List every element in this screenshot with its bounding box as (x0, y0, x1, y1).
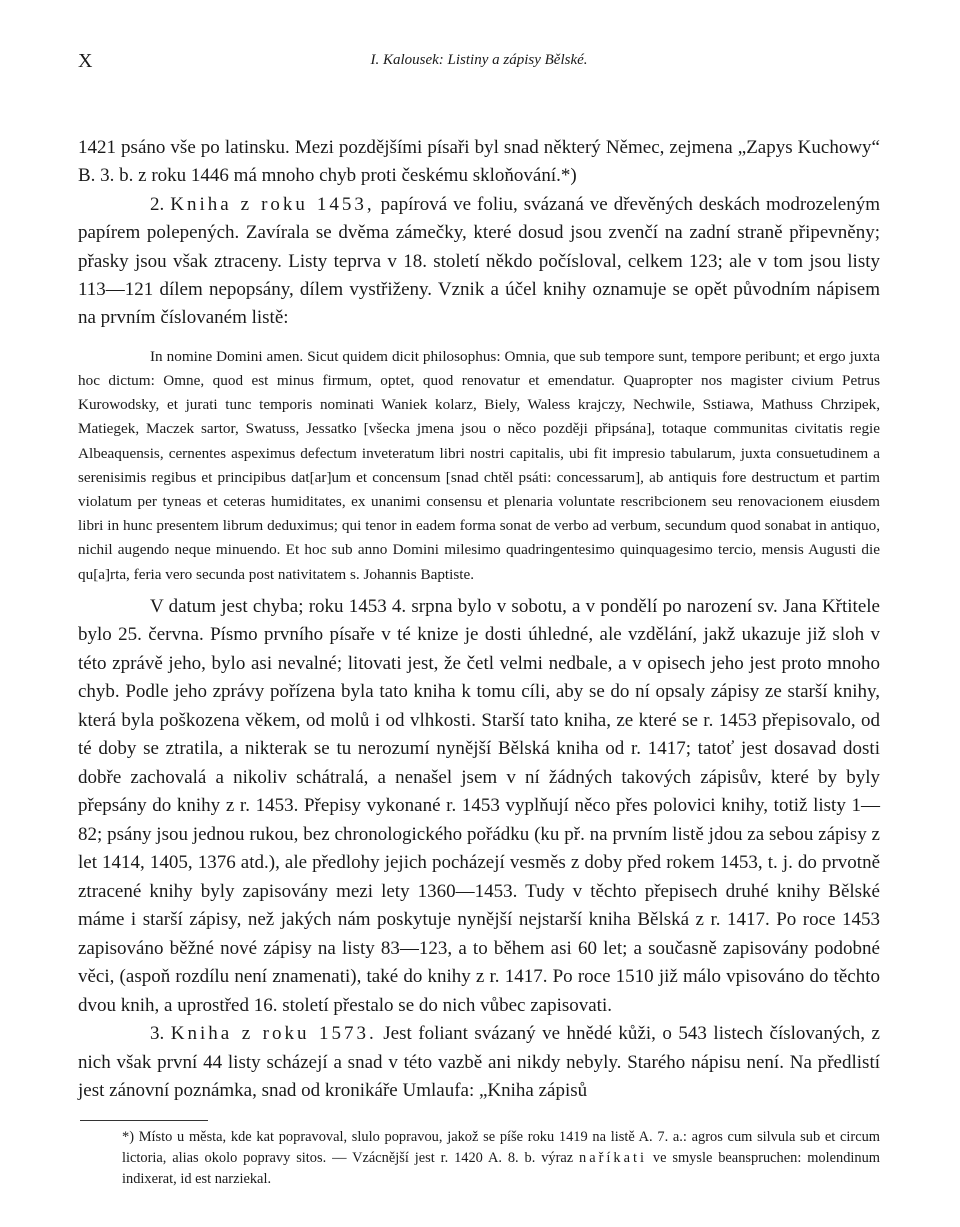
paragraph-intro: 1421 psáno vše po latinsku. Mezi pozdějšími písaři byl snad některý Němec, zejmena „Zapys Kuchowy“ B. 3. b. z roku 1446 má mnoho chyb proti českému skloňování.*) (78, 137, 880, 187)
section-heading: Kniha z roku 1573. (170, 1023, 377, 1045)
latin-quotation (78, 345, 880, 587)
page (78, 40, 880, 1190)
footnote-part-2: ve smysle beanspruchen: molendinum indixerat, id est narziekal. (122, 1149, 880, 1187)
section-heading: Kniha z roku 1453, (170, 193, 375, 215)
page-folio: X (78, 50, 93, 72)
footnote (78, 1127, 880, 1190)
paragraph-dating: V datum jest chyba; roku 1453 4. srpna bylo v sobotu, a v pondělí po narození sv. Jana Křtitele bylo 25. června. Písmo prvního písaře v té knize je dosti úhledné, ale vzdělání, jakž ukazuje již sloh v této zprávě jeho, bylo asi nevalné; litovati jest, že četl velmi nedbale, a v opisech jeho jest proto mnoho chyb. Podle jeho zprávy pořízena byla tato kniha k tomu cíli, aby se do ní opsaly zápisy ze starší knihy, která byla poškozena věkem, od molů i od vlhkosti. Starší tato kniha, ze které se r. 1453 přepisovalo, od té doby se ztratila, a nikterak se tu nerozumí nynější Bělská kniha od r. 1417; tatoť jest dosavad dosti dobře zachovalá a nikoliv schátralá, a nenašel jsem v ní žádných takových zápisův, které by byly přepsány do knihy z r. 1453. Přepisy vykonané r. 1453 vyplňují něco přes polovici knihy, totiž listy 1—82; psány jsou jednou rukou, bez chronologického pořádku (ku př. na prvním listě jdou za sebou zápisy z let 1414, 1405, 1376 atd.), ale předlohy jejich pocházejí vesměs z doby před rokem 1453, t. j. do prvotně ztracené knihy byly zapisovány mezi lety 1360—1453. Tudy v těchto přepisech druhé knihy Bělské máme i starší zápisy, než jakých nám poskytuje nynější nejstarší kniha Bělská z r. 1417. Po roce 1453 zapisováno běžné nové zápisy na listy 83—123, a to během asi 60 let; a současně zapisovány podobné věci, (aspoň rozdílu není znamenati), také do knihy z r. 1417. Po roce 1510 již málo vpisováno do těchto dvou knih, a uprostřed 16. století přestalo se do nich vůbec zapisovati. (78, 595, 880, 1016)
section-body: papírová ve foliu, svázaná ve dřevěných deskách modrozeleným papírem polepených. Zavírala se dvěma zámečky, které dosud jsou zvenčí na zadní straně připevněny; přasky jsou však ztraceny. Listy teprva v 18. století někdo počísloval, celkem 123; ale v tom jsou listy 113—121 dílem nepopsány, dílem vystřiženy. Vznik a účel knihy oznamuje se opět původním nápisem na prvním číslovaném listě: (78, 193, 880, 329)
latin-quotation-text: In nomine Domini amen. Sicut quidem dicit philosophus: Omnia, que sub tempore sunt, tempore peribunt; et ergo juxta hoc dictum: Omne, quod est minus firmum, optet, quod renovatur et emendatur. Quapropter nos magister civium Petrus Kurowodsky, et jurati tunc temporis nominati Waniek kolarz, Biely, Waless krajczy, Nechwile, Sstiawa, Mathuss Chrzipek, Matiegek, Maczek sartor, Swatuss, Jessatko [všecka jmena jsou o něco později připsána], totaque communitas civitatis regie Albeaquensis, cernentes aspeximus defectum inveteratum libri nostri capitalis, ubi fit impresio tabularum, juxta consuetudinem a serenisimis regibus et principibus dat[ar]um et concensum [snad chtěl psáti: concessarum], ab antiquis fore destructum et partim violatum per tyneas et ceteras humiditates, ex unanimi consensu et plenaria voluntate rescribcionem seu renovacionem eiusdem libri in hunc presentem librum deduximus; qui tenor in eadem forma sonat de verbo ad verbum, secundum quod sonabat in antiquo, nichil augendo neque minuendo. Et hoc sub anno Domini milesimo quadringentesimo quinquagesimo tercio, mensis Augusti die qu[a]rta, feria vero secunda post nativitatem s. Johannis Baptiste. (78, 347, 880, 583)
running-header (78, 40, 880, 74)
paragraph-book-1453 (78, 191, 880, 333)
main-text-bottom (78, 593, 880, 1106)
main-text-top (78, 134, 880, 333)
running-title: I. Kalousek: Listiny a zápisy Bělské. (370, 52, 588, 68)
footnote-text (122, 1127, 880, 1190)
footnote-spaced-word: naříkati (579, 1149, 647, 1166)
footnote-rule (80, 1120, 208, 1121)
section-number: 3. (150, 1023, 165, 1045)
footnote-part-1: *) Místo u města, kde kat popravoval, slulo popravou, jakož se píše roku 1419 na listě A. 7. a.: agros cum silvula sub et circum lictoria, alias okolo popravy sitos. — Vzácnější jest r. 1420 A. 8. b. výraz (122, 1128, 880, 1166)
section-body: Jest foliant svázaný ve hnědé kůži, o 543 listech číslovaných, z nich však první 44 listy scházejí a snad v této vazbě ani nikdy nebyly. Starého nápisu není. Na předlistí jest zánovní poznámka, snad od kronikáře Umlaufa: „Kniha zápisů (78, 1023, 880, 1102)
section-number: 2. (150, 193, 165, 215)
paragraph-book-1573 (78, 1020, 880, 1106)
